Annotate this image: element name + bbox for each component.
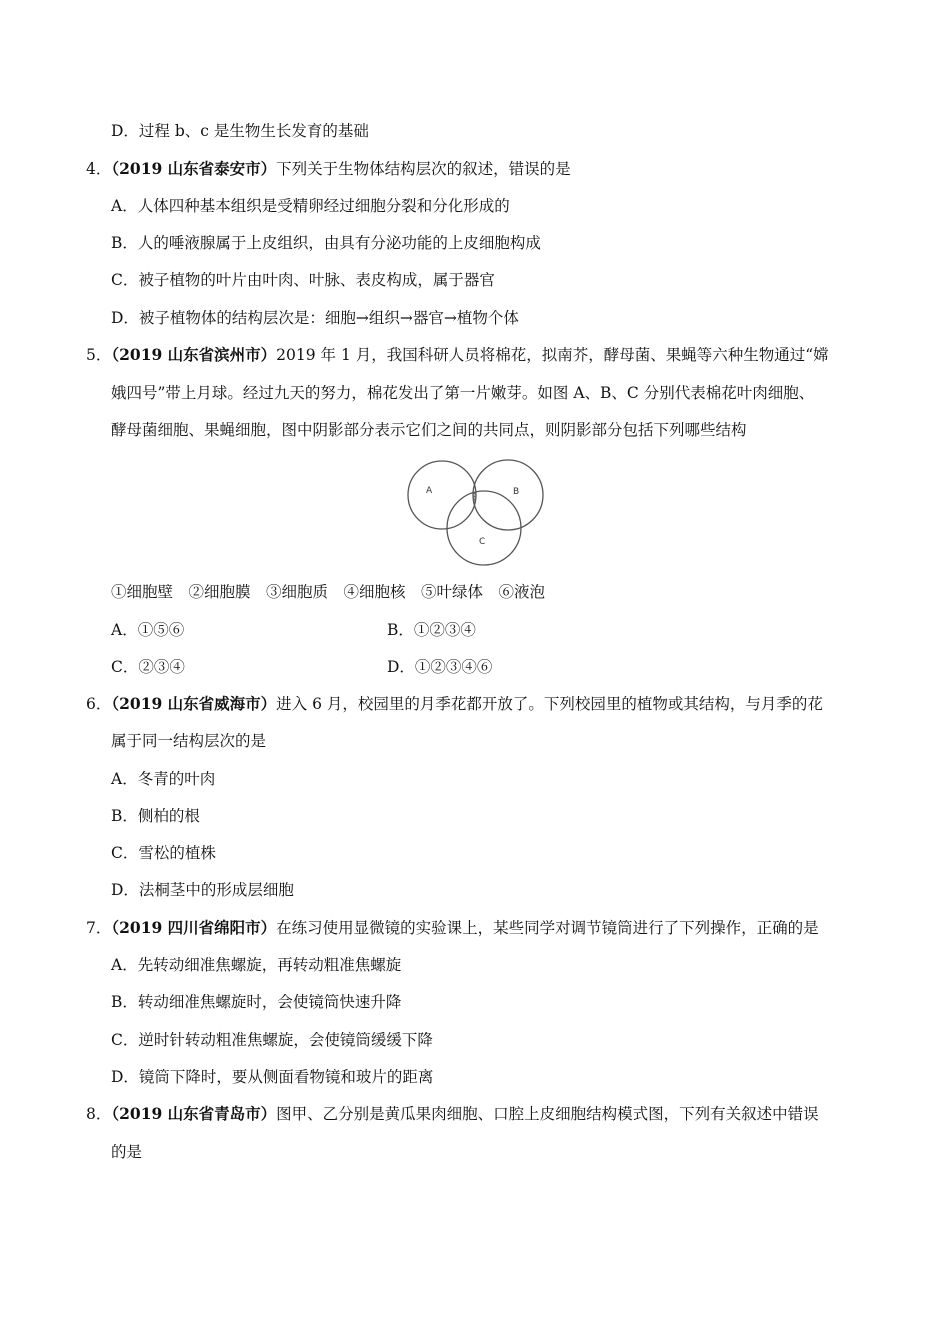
- q6-option-a: A．冬青的叶肉: [111, 770, 216, 788]
- question-6-text-line-2: 属于同一结构层次的是: [111, 732, 267, 750]
- q3-option-d: D．过程 b、c 是生物生长发育的基础: [111, 122, 369, 140]
- question-5-text-line-2: 娥四号”带上月球。经过九天的努力，棉花发出了第一片嫩芽。如图 A、B、C 分别代表棉花叶肉细胞、: [111, 384, 815, 402]
- venn-circle-a: [408, 461, 476, 529]
- q5-option-a: A．①⑤⑥: [111, 621, 185, 639]
- question-number: 5．: [86, 346, 112, 364]
- question-text: 在练习使用显微镜的实验课上，某些同学对调节镜筒进行了下列操作，正确的是: [276, 919, 819, 937]
- question-number: 7．: [86, 919, 112, 937]
- question-8-stem: [86, 1104, 819, 1124]
- question-source: （2019 山东省威海市）: [111, 694, 277, 713]
- q7-option-d: D．镜筒下降时，要从侧面看物镜和玻片的距离: [111, 1068, 434, 1086]
- q6-option-c: C．雪松的植株: [111, 844, 216, 862]
- question-text: 进入 6 月，校园里的月季花都开放了。下列校园里的植物或其结构，与月季的花: [276, 695, 823, 713]
- q7-option-c: C．逆时针转动粗准焦螺旋，会使镜筒缓缓下降: [111, 1031, 433, 1049]
- q5-option-d: D．①②③④⑥: [387, 658, 493, 676]
- q7-option-b: B．转动细准焦螺旋时，会使镜筒快速升降: [111, 993, 402, 1011]
- q5-structure-list: ①细胞壁 ②细胞膜 ③细胞质 ④细胞核 ⑤叶绿体 ⑥液泡: [111, 583, 546, 601]
- q4-option-a: A．人体四种基本组织是受精卵经过细胞分裂和分化形成的: [111, 197, 510, 215]
- question-text: 下列关于生物体结构层次的叙述，错误的是: [276, 160, 571, 178]
- question-source: （2019 山东省青岛市）: [111, 1104, 277, 1123]
- question-text: 2019 年 1 月，我国科研人员将棉花，拟南芥，酵母菌、果蝇等六种生物通过“嫦: [276, 346, 829, 364]
- q6-option-b: B．侧柏的根: [111, 807, 200, 825]
- venn-circle-b: [473, 460, 543, 530]
- question-8-text-line-2: 的是: [111, 1143, 143, 1161]
- venn-label-b: B: [513, 487, 520, 497]
- question-source: （2019 四川省绵阳市）: [111, 918, 277, 937]
- question-number: 8．: [86, 1105, 112, 1123]
- venn-circle-c: [447, 491, 521, 565]
- question-source: （2019 山东省滨州市）: [111, 345, 277, 364]
- venn-diagram: [404, 456, 548, 566]
- q6-option-d: D．法桐茎中的形成层细胞: [111, 881, 294, 899]
- question-7-stem: [86, 918, 819, 938]
- question-text: 图甲、乙分别是黄瓜果肉细胞、口腔上皮细胞结构模式图，下列有关叙述中错误: [276, 1105, 819, 1123]
- question-number: 6．: [86, 695, 112, 713]
- question-5-stem: [86, 345, 829, 365]
- question-source: （2019 山东省泰安市）: [111, 159, 277, 178]
- venn-label-c: C: [479, 537, 486, 547]
- question-4-stem: [86, 159, 571, 179]
- question-5-text-line-3: 酵母菌细胞、果蝇细胞，图中阴影部分表示它们之间的共同点，则阴影部分包括下列哪些结构: [111, 421, 747, 439]
- q5-option-b: B．①②③④: [387, 621, 476, 639]
- question-6-stem: [86, 694, 823, 714]
- q4-option-d: D．被子植物体的结构层次是：细胞→组织→器官→植物个体: [111, 309, 519, 327]
- q4-option-c: C．被子植物的叶片由叶肉、叶脉、表皮构成，属于器官: [111, 271, 495, 289]
- q7-option-a: A．先转动细准焦螺旋，再转动粗准焦螺旋: [111, 956, 402, 974]
- venn-label-a: A: [426, 486, 433, 496]
- q4-option-b: B．人的唾液腺属于上皮组织，由具有分泌功能的上皮细胞构成: [111, 234, 541, 252]
- question-number: 4．: [86, 160, 112, 178]
- q5-option-c: C．②③④: [111, 658, 185, 676]
